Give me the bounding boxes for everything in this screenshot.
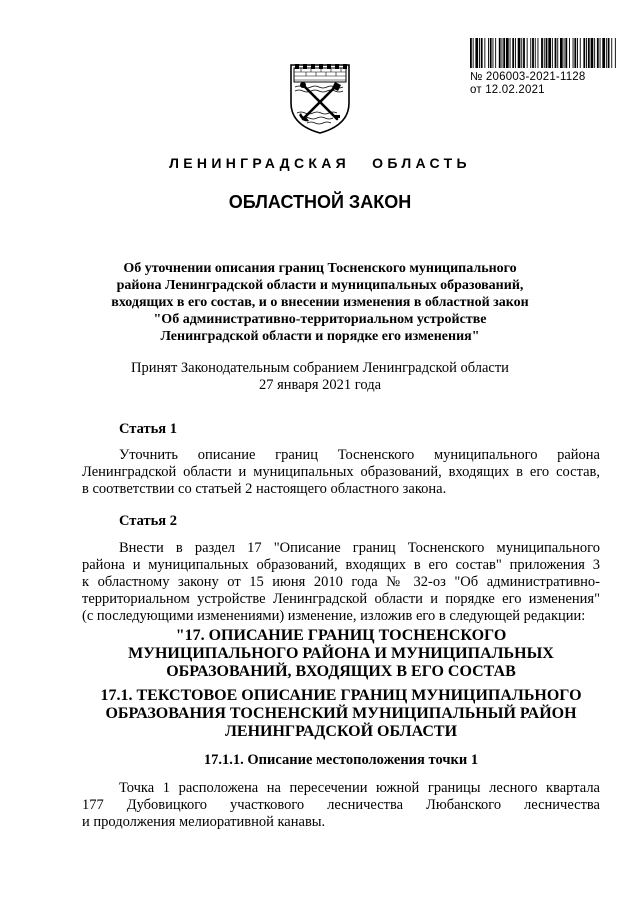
section-heading-line: МУНИЦИПАЛЬНОГО РАЙОНА И МУНИЦИПАЛЬНЫХ bbox=[128, 645, 554, 662]
adoption-date: 27 января 2021 года bbox=[258, 377, 382, 393]
adoption-line: Принят Законодательным собранием Ленинградской области bbox=[131, 360, 509, 376]
adoption-note bbox=[60, 360, 580, 394]
barcode bbox=[470, 38, 618, 68]
law-title-line: Об уточнении описания границ Тосненского муниципального bbox=[123, 261, 517, 276]
section-heading-line: 17.1. ТЕКСТОВОЕ ОПИСАНИЕ ГРАНИЦ МУНИЦИПАЛЬНОГО bbox=[100, 687, 582, 704]
article-2-text bbox=[82, 540, 600, 625]
text-line: 177 Дубовицкого участкового лесничества Любанского лесничества bbox=[82, 797, 600, 813]
coat-of-arms-icon bbox=[285, 55, 355, 135]
text-line: района и муниципальных образований, входящих в его состав" приложения 3 bbox=[82, 557, 600, 573]
law-title-line: "Об административно-территориальном устройстве bbox=[153, 312, 487, 327]
text-line: в соответствии со статьей 2 настоящего областного закона. bbox=[82, 481, 447, 497]
section-heading-line: ЛЕНИНГРАДСКОЙ ОБЛАСТИ bbox=[224, 723, 458, 740]
registration-block bbox=[470, 38, 620, 97]
text-line: Точка 1 расположена на пересечении южной границы лесного квартала bbox=[119, 780, 600, 796]
section-heading-line: ОБРАЗОВАНИЯ ТОСНЕНСКИЙ МУНИЦИПАЛЬНЫЙ РАЙОН bbox=[105, 705, 577, 722]
law-title bbox=[60, 260, 580, 345]
document-type: ОБЛАСТНОЙ ЗАКОН bbox=[228, 192, 412, 212]
text-line: Уточнить описание границ Тосненского муниципального района bbox=[119, 447, 600, 463]
law-title-line: Ленинградской области и порядке его изменения" bbox=[160, 329, 480, 344]
section-17-1-heading bbox=[82, 687, 600, 741]
article-2-heading: Статья 2 bbox=[119, 513, 177, 529]
text-line: и продолжения мелиоративной канавы. bbox=[82, 814, 326, 830]
text-line: территориальном устройстве Ленинградской области и порядке его изменения" bbox=[82, 591, 600, 607]
section-heading-line: "17. ОПИСАНИЕ ГРАНИЦ ТОСНЕНСКОГО bbox=[175, 627, 507, 644]
region-name: ЛЕНИНГРАДСКАЯ ОБЛАСТЬ bbox=[169, 155, 471, 171]
article-1-heading: Статья 1 bbox=[119, 421, 177, 437]
text-line: Внести в раздел 17 "Описание границ Тосненского муниципального bbox=[119, 540, 600, 556]
subsection-heading: 17.1.1. Описание местоположения точки 1 bbox=[203, 752, 479, 768]
subsection-text bbox=[82, 780, 600, 831]
text-line: Ленинградской области и муниципальных образований, входящих в его состав, bbox=[82, 464, 600, 480]
section-17-heading bbox=[82, 627, 600, 681]
section-heading-line: ОБРАЗОВАНИЙ, ВХОДЯЩИХ В ЕГО СОСТАВ bbox=[166, 663, 516, 680]
law-title-line: входящих в его состав, и о внесении изменения в областной закон bbox=[111, 295, 529, 310]
text-line: (с последующими изменениями) изменение, изложив его в следующей редакции: bbox=[82, 608, 586, 624]
registration-number: № 206003-2021-1128 bbox=[470, 71, 586, 83]
article-1-text bbox=[82, 447, 600, 498]
registration-date: от 12.02.2021 bbox=[470, 84, 545, 96]
law-title-line: района Ленинградской области и муниципальных образований, bbox=[116, 278, 524, 293]
text-line: к областному закону от 15 июня 2010 года № 32-оз "Об административно- bbox=[82, 574, 600, 590]
